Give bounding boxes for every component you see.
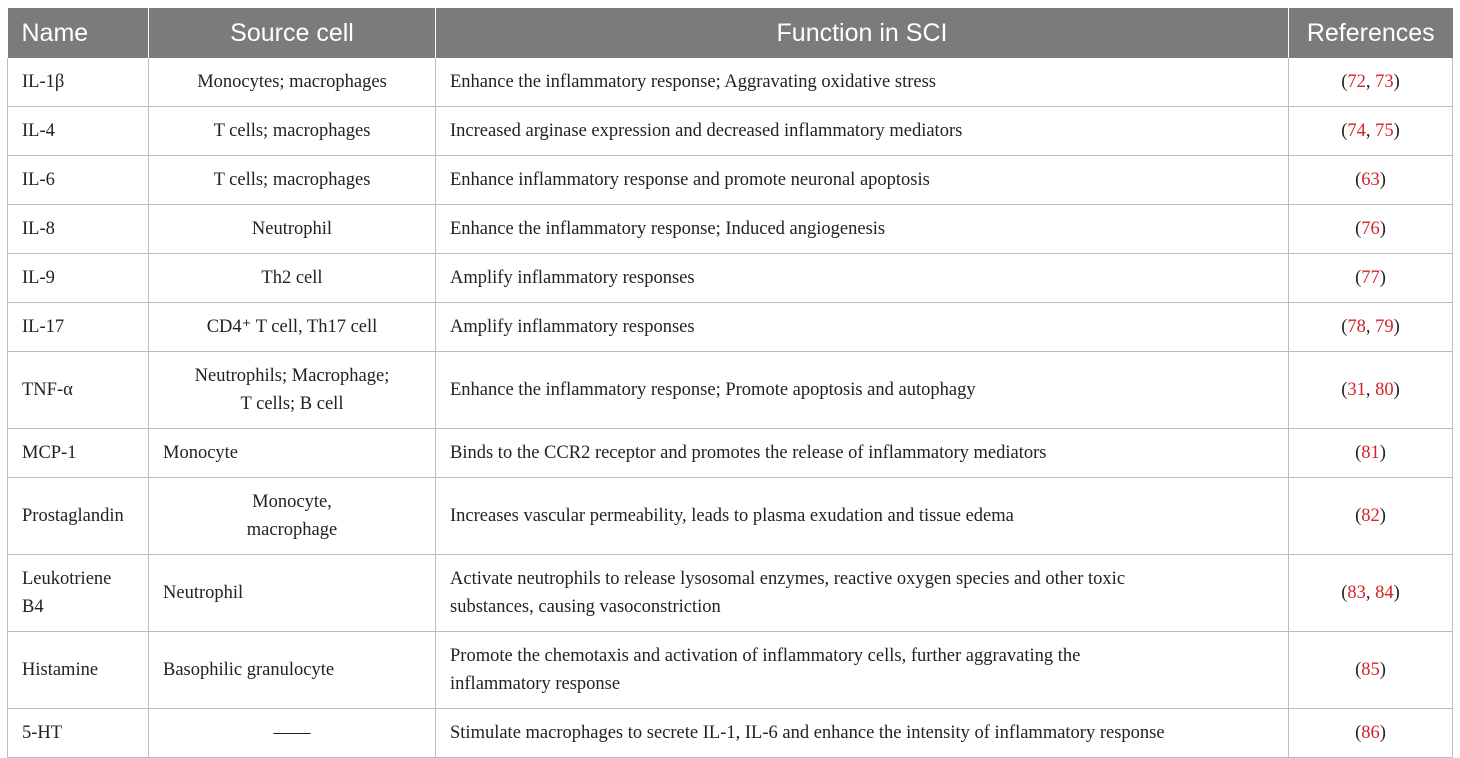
cell-function: Enhance the inflammatory response; Aggravating oxidative stress xyxy=(436,58,1289,107)
paren-open: ( xyxy=(1355,660,1362,680)
cell-source-cell: Neutrophil xyxy=(149,555,436,632)
reference-link[interactable]: 74 xyxy=(1347,121,1366,141)
table-row xyxy=(8,107,1453,156)
cell-function: Amplify inflammatory responses xyxy=(436,303,1289,352)
reference-link[interactable]: 80 xyxy=(1375,380,1394,400)
paren-open: ( xyxy=(1355,723,1362,743)
reference-link[interactable]: 82 xyxy=(1361,506,1380,526)
cell-source-cell: —— xyxy=(149,709,436,758)
paren-open: ( xyxy=(1341,121,1348,141)
paren-open: ( xyxy=(1355,170,1362,190)
header-name: Name xyxy=(8,8,149,58)
cell-source-cell: T cells; macrophages xyxy=(149,156,436,205)
cell-name: TNF-α xyxy=(8,352,149,429)
cell-references xyxy=(1289,58,1453,107)
cell-references xyxy=(1289,709,1453,758)
ref-separator: , xyxy=(1365,121,1376,141)
reference-link[interactable]: 75 xyxy=(1375,121,1394,141)
paren-close: ) xyxy=(1393,121,1400,141)
reference-link[interactable]: 79 xyxy=(1375,317,1394,337)
paren-close: ) xyxy=(1379,170,1386,190)
table-body xyxy=(8,58,1453,758)
paren-close: ) xyxy=(1393,583,1400,603)
cell-references xyxy=(1289,205,1453,254)
cell-source-cell: Monocyte, macrophage xyxy=(149,478,436,555)
paren-open: ( xyxy=(1355,219,1362,239)
cell-function: Amplify inflammatory responses xyxy=(436,254,1289,303)
cell-references xyxy=(1289,352,1453,429)
cell-function: Binds to the CCR2 receptor and promotes the release of inflammatory mediators xyxy=(436,429,1289,478)
cell-references xyxy=(1289,429,1453,478)
reference-link[interactable]: 76 xyxy=(1361,219,1380,239)
table-row xyxy=(8,156,1453,205)
cell-function: Enhance inflammatory response and promote neuronal apoptosis xyxy=(436,156,1289,205)
reference-link[interactable]: 85 xyxy=(1361,660,1380,680)
table-row xyxy=(8,632,1453,709)
cell-source-cell: Neutrophils; Macrophage; T cells; B cell xyxy=(149,352,436,429)
table-row xyxy=(8,58,1453,107)
cell-function: Stimulate macrophages to secrete IL-1, IL-6 and enhance the intensity of inflammatory response xyxy=(436,709,1289,758)
cytokine-table xyxy=(7,8,1453,758)
cell-function: Enhance the inflammatory response; Induced angiogenesis xyxy=(436,205,1289,254)
cell-name: IL-8 xyxy=(8,205,149,254)
reference-link[interactable]: 84 xyxy=(1375,583,1394,603)
cell-name: 5-HT xyxy=(8,709,149,758)
reference-link[interactable]: 73 xyxy=(1375,72,1394,92)
table-row xyxy=(8,303,1453,352)
paren-close: ) xyxy=(1393,317,1400,337)
paren-open: ( xyxy=(1355,268,1362,288)
reference-link[interactable]: 72 xyxy=(1347,72,1366,92)
paren-close: ) xyxy=(1393,72,1400,92)
ref-separator: , xyxy=(1365,583,1376,603)
cell-name: IL-1β xyxy=(8,58,149,107)
reference-link[interactable]: 83 xyxy=(1347,583,1366,603)
reference-link[interactable]: 86 xyxy=(1361,723,1380,743)
cell-name: Prostaglandin xyxy=(8,478,149,555)
paren-open: ( xyxy=(1355,506,1362,526)
cell-references xyxy=(1289,107,1453,156)
cell-name: Histamine xyxy=(8,632,149,709)
paren-close: ) xyxy=(1379,506,1386,526)
cytokine-table-container xyxy=(7,8,1452,758)
cell-source-cell: Monocyte xyxy=(149,429,436,478)
paren-open: ( xyxy=(1341,380,1348,400)
table-row xyxy=(8,429,1453,478)
cell-references xyxy=(1289,632,1453,709)
reference-link[interactable]: 77 xyxy=(1361,268,1380,288)
cell-function: Increased arginase expression and decreased inflammatory mediators xyxy=(436,107,1289,156)
table-row xyxy=(8,709,1453,758)
paren-open: ( xyxy=(1341,317,1348,337)
paren-close: ) xyxy=(1379,660,1386,680)
cell-references xyxy=(1289,254,1453,303)
cell-name: IL-4 xyxy=(8,107,149,156)
header-source-cell: Source cell xyxy=(149,8,436,58)
cell-function: Enhance the inflammatory response; Promote apoptosis and autophagy xyxy=(436,352,1289,429)
cell-source-cell: Basophilic granulocyte xyxy=(149,632,436,709)
table-header-row xyxy=(8,8,1453,58)
reference-link[interactable]: 31 xyxy=(1347,380,1366,400)
cell-references xyxy=(1289,555,1453,632)
paren-close: ) xyxy=(1379,443,1386,463)
cell-references xyxy=(1289,156,1453,205)
cell-source-cell: Neutrophil xyxy=(149,205,436,254)
paren-open: ( xyxy=(1341,583,1348,603)
table-row xyxy=(8,555,1453,632)
cell-source-cell: T cells; macrophages xyxy=(149,107,436,156)
cell-name: MCP-1 xyxy=(8,429,149,478)
paren-close: ) xyxy=(1379,219,1386,239)
cell-function: Increases vascular permeability, leads to plasma exudation and tissue edema xyxy=(436,478,1289,555)
paren-close: ) xyxy=(1379,268,1386,288)
table-row xyxy=(8,478,1453,555)
header-references: References xyxy=(1289,8,1453,58)
table-row xyxy=(8,352,1453,429)
cell-name: IL-6 xyxy=(8,156,149,205)
cell-source-cell: Monocytes; macrophages xyxy=(149,58,436,107)
cell-references xyxy=(1289,303,1453,352)
ref-separator: , xyxy=(1365,317,1376,337)
paren-open: ( xyxy=(1355,443,1362,463)
cell-source-cell: CD4⁺ T cell, Th17 cell xyxy=(149,303,436,352)
reference-link[interactable]: 78 xyxy=(1347,317,1366,337)
header-function: Function in SCI xyxy=(436,8,1289,58)
paren-close: ) xyxy=(1393,380,1400,400)
table-row xyxy=(8,205,1453,254)
reference-link[interactable]: 81 xyxy=(1361,443,1380,463)
ref-separator: , xyxy=(1365,380,1376,400)
ref-separator: , xyxy=(1365,72,1376,92)
cell-function: Promote the chemotaxis and activation of inflammatory cells, further aggravating the inflammatory response xyxy=(436,632,1289,709)
table-row xyxy=(8,254,1453,303)
cell-references xyxy=(1289,478,1453,555)
reference-link[interactable]: 63 xyxy=(1361,170,1380,190)
paren-close: ) xyxy=(1379,723,1386,743)
cell-name: IL-9 xyxy=(8,254,149,303)
cell-function: Activate neutrophils to release lysosomal enzymes, reactive oxygen species and other toxic substances, causing vasoconstriction xyxy=(436,555,1289,632)
cell-source-cell: Th2 cell xyxy=(149,254,436,303)
paren-open: ( xyxy=(1341,72,1348,92)
cell-name: IL-17 xyxy=(8,303,149,352)
cell-name: Leukotriene B4 xyxy=(8,555,149,632)
